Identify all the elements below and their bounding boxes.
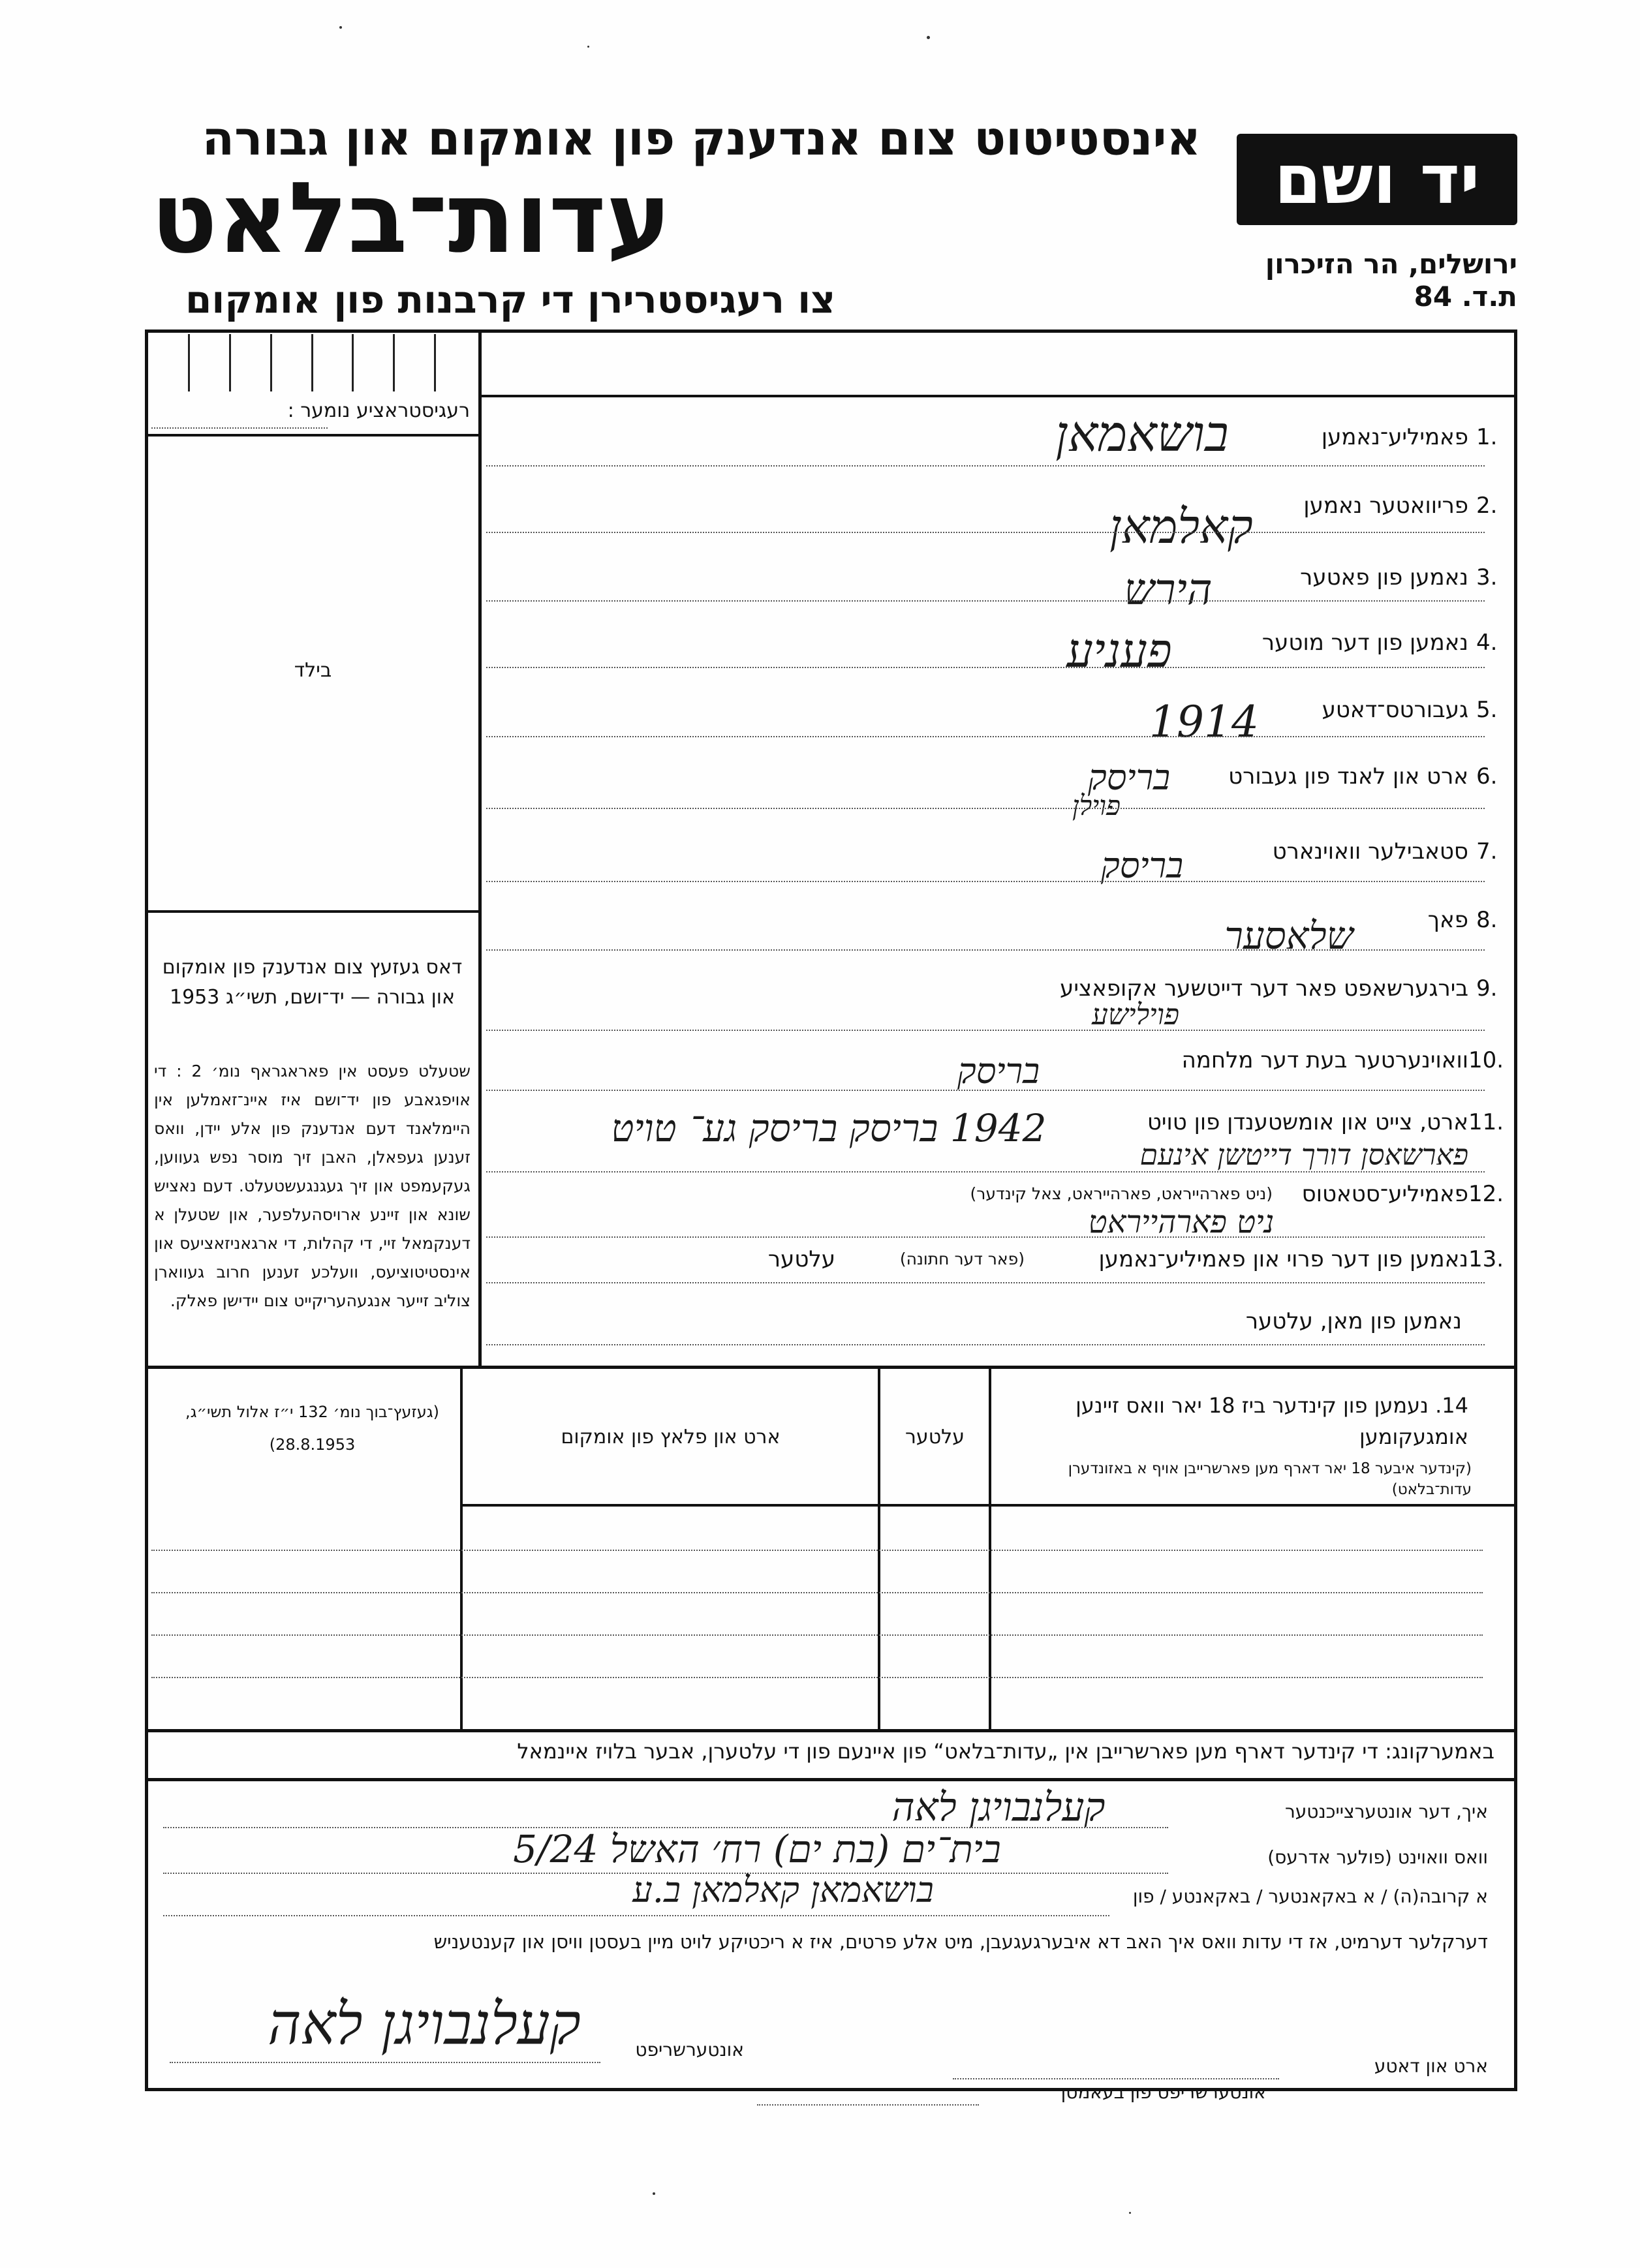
col-header-age: עלטער bbox=[905, 1426, 965, 1448]
photo-box-bottom bbox=[145, 910, 481, 913]
children-hint: (קינדער איבער 18 יאר דארף מען פארשרייבן אויף א באזונדערן עדות־בלאט) bbox=[1068, 1460, 1472, 1498]
field-12-hint: (ניט פארהייראט, פארהייראט, צאל קינדער) bbox=[970, 1184, 1273, 1203]
photo-label: בילד bbox=[294, 659, 332, 682]
law-body: שטעלט פעסט אין פאראגראף נומ׳ 2 : די אויפגאבע פון יד־ושם איז איינ־זאמלען אין היימלאנד דעם אנדענק פון אלע יידן, וואס זענען געפאלן, האבן זיך מוסר נפש געווען, געקעמפט און זיך געגנגעשטעלט. דעם נאציש שונא און זיינע ארויסהעלפער, און שטעלן א דענקמאל זיי, די קהלות, די ארגאניזאציעס און אינסטיטוציעס, וועלכע זענען חרוב געווארן צוליב זייער אנגעהעריקייט צום יידישן פאלק. bbox=[154, 1062, 471, 1310]
law-reference: (געזעץ־בוך נומ׳ 132 י״ז אלול תשי״ג, bbox=[185, 1403, 440, 1421]
sidebar-divider bbox=[478, 329, 482, 1367]
field-5-value: 1914 bbox=[1149, 697, 1259, 747]
field-8-num: 8. bbox=[1476, 907, 1498, 933]
field-13-label: נאמען פון דער פרוי און פאמיליע־נאמען bbox=[1098, 1246, 1468, 1272]
field-3-num: 3. bbox=[1476, 564, 1498, 590]
field-1-num: 1. bbox=[1476, 424, 1498, 450]
scan-speck bbox=[653, 2192, 655, 2195]
field-2-num: 2. bbox=[1476, 493, 1498, 519]
field-4-label: נאמען פון דער מוטער bbox=[1261, 630, 1468, 656]
field-8-value: שלאסער bbox=[1224, 913, 1354, 958]
field-9-value: פוילישע bbox=[1091, 998, 1180, 1032]
declarant-signature: קעלנבויגן לאה bbox=[268, 1990, 581, 2057]
note-text: באמערקונג: די קינדער דארף מען פארשרייבן אין „עדות־בלאט“ פון איינעם פון די עלטערן, אבער בלויז איינמאל bbox=[517, 1739, 1494, 1764]
field-7-label: סטאבילער וואוינארט bbox=[1272, 838, 1468, 865]
official-label: אונטערשריפט פון בעאמטן bbox=[1060, 2081, 1266, 2103]
table-col-div-1 bbox=[460, 1366, 463, 1731]
field-12-num: 12. bbox=[1468, 1181, 1504, 1207]
field-5-num: 5. bbox=[1476, 697, 1498, 723]
fields-top-rule bbox=[478, 395, 1517, 397]
children-num: 14. bbox=[1435, 1393, 1468, 1418]
logo-text: יד ושם bbox=[1274, 140, 1480, 219]
field-1-value: בושאמאן bbox=[1055, 405, 1229, 463]
registration-boxes bbox=[149, 334, 475, 391]
field-13-num: 13. bbox=[1468, 1246, 1504, 1272]
field-7-num: 7. bbox=[1476, 838, 1498, 865]
field-8-label: פאך bbox=[1427, 907, 1468, 933]
field-6-num: 6. bbox=[1476, 763, 1498, 789]
institute-title: אינסטיטוט צום אנדענק פון אומקום און גבורה bbox=[202, 111, 1201, 166]
form-subtitle: צו רעגיסטרירן די קרבנות פון אומקום bbox=[185, 277, 835, 322]
scan-speck bbox=[927, 36, 930, 39]
note-bottom-rule bbox=[145, 1778, 1517, 1781]
declarant-address: בית־ים (בת ים) רח׳ האשל 5/24 bbox=[513, 1827, 1001, 1871]
scan-speck bbox=[339, 26, 342, 29]
field-13-hint: (פאר דער חתונה) bbox=[899, 1249, 1025, 1268]
table-row-line-2 bbox=[151, 1592, 1483, 1593]
field-12-label: פאמיליע־סטאטוס bbox=[1301, 1181, 1468, 1207]
place-date-label: ארט און דאטע bbox=[1374, 2055, 1488, 2077]
official-rule bbox=[757, 2104, 979, 2106]
field-5-label: געבורטס־דאטע bbox=[1322, 697, 1468, 723]
field-11-label: ארט, צייט און אומשטענדן פון טויט bbox=[1147, 1109, 1468, 1135]
signature-rule bbox=[170, 2062, 600, 2063]
field-6-value-2: פוילן bbox=[1072, 789, 1121, 821]
husband-label: נאמען פון מאן, עלטער bbox=[1245, 1308, 1462, 1334]
field-3-value: הירש bbox=[1124, 564, 1213, 615]
field-2-value: קאלמאן bbox=[1109, 499, 1253, 554]
declarant-line-4: דערקלער דערמיט, אז די עדות וואס איך האב דא איבערגעגעבן, מיט אלע פרטים, איז א ריכטיקע לויט מיין בעסטן וויסן און קענטעניש bbox=[433, 1931, 1488, 1953]
photo-box-top bbox=[145, 434, 481, 437]
place-date-rule bbox=[953, 2078, 1279, 2079]
field-10-label: וואוינערטער בעת דער מלחמה bbox=[1181, 1047, 1468, 1073]
field-11-value-2: פארשאסן דורך דייטשן אינעם bbox=[1139, 1139, 1468, 1172]
children-label bbox=[992, 1390, 1468, 1452]
col-header-place: ארט און פלאץ פון אומקום bbox=[561, 1426, 781, 1448]
field-9-num: 9. bbox=[1476, 975, 1498, 1002]
declarant-relation: בושאמאן קאלמאן ב.ע bbox=[632, 1869, 934, 1910]
registration-line bbox=[151, 427, 328, 429]
table-row-line-4 bbox=[151, 1677, 1483, 1678]
declarant-name: קעלנבויגן לאה bbox=[891, 1785, 1106, 1830]
table-head-rule bbox=[460, 1504, 1517, 1507]
law-date: (28.8.1953 bbox=[269, 1435, 356, 1454]
table-col-div-3 bbox=[989, 1366, 991, 1731]
field-10-num: 10. bbox=[1468, 1047, 1504, 1073]
field-2-label: פריוואטער נאמען bbox=[1303, 493, 1468, 519]
field-4-value: פעניע bbox=[1066, 623, 1172, 678]
field-6-value: בריסק bbox=[1087, 757, 1171, 798]
scan-speck bbox=[587, 46, 589, 48]
table-top-rule bbox=[145, 1366, 1517, 1369]
field-13-age-label: עלטער bbox=[767, 1246, 835, 1272]
field-12-value: ניט פארהייראט bbox=[1088, 1204, 1275, 1240]
field-7-value: בריסק bbox=[1100, 845, 1184, 886]
field-10-value: בריסק bbox=[957, 1050, 1040, 1092]
law-title: דאס געזעץ צום אנדענק פון אומקום און גבורה — יד־ושם, תשי״ג 1953 bbox=[162, 956, 463, 1009]
scan-speck bbox=[1129, 2212, 1131, 2214]
address-line-2: ת.ד. 84 bbox=[1414, 281, 1517, 313]
registration-number-label: רעגיסטראציע נומער : bbox=[287, 399, 470, 422]
declarant-line-2: וואס וואוינט (פולער אדרעס) bbox=[1267, 1847, 1488, 1868]
note-top-rule bbox=[145, 1729, 1517, 1732]
table-row-line-1 bbox=[151, 1550, 1483, 1551]
table-col-div-2 bbox=[878, 1366, 880, 1731]
address-line-1: ירושלים, הר הזיכרון bbox=[1265, 248, 1517, 280]
field-1-label: פאמיליע־נאמען bbox=[1321, 424, 1468, 450]
field-4-num: 4. bbox=[1476, 630, 1498, 656]
field-11-value: 1942 בריסק בריסק גע־ טויט bbox=[611, 1106, 1047, 1150]
signature-label: אונטערשריפט bbox=[635, 2039, 744, 2061]
field-3-label: נאמען פון פאטער bbox=[1300, 564, 1468, 590]
field-6-label: ארט און לאנד פון געבורט bbox=[1228, 763, 1468, 789]
form-title: עדות־בלאט bbox=[151, 162, 672, 275]
declarant-line-1: איך, דער אונטערצייכנטער bbox=[1284, 1801, 1488, 1822]
declarant-line-3-rule bbox=[163, 1915, 1109, 1916]
table-row-line-3 bbox=[151, 1634, 1483, 1636]
children-text: נעמען פון קינדער ביז 18 יאר וואס זיינען אומגעקומען bbox=[1075, 1393, 1468, 1449]
field-11-num: 11. bbox=[1468, 1109, 1504, 1135]
declarant-line-3: א קרובה(ה) / א באקאנטער / באקאנטע / פון bbox=[1132, 1886, 1488, 1907]
field-9-label: בירגערשאפט פאר דער דייטשער אקופאציע bbox=[1060, 975, 1468, 1002]
logo bbox=[1237, 134, 1517, 225]
